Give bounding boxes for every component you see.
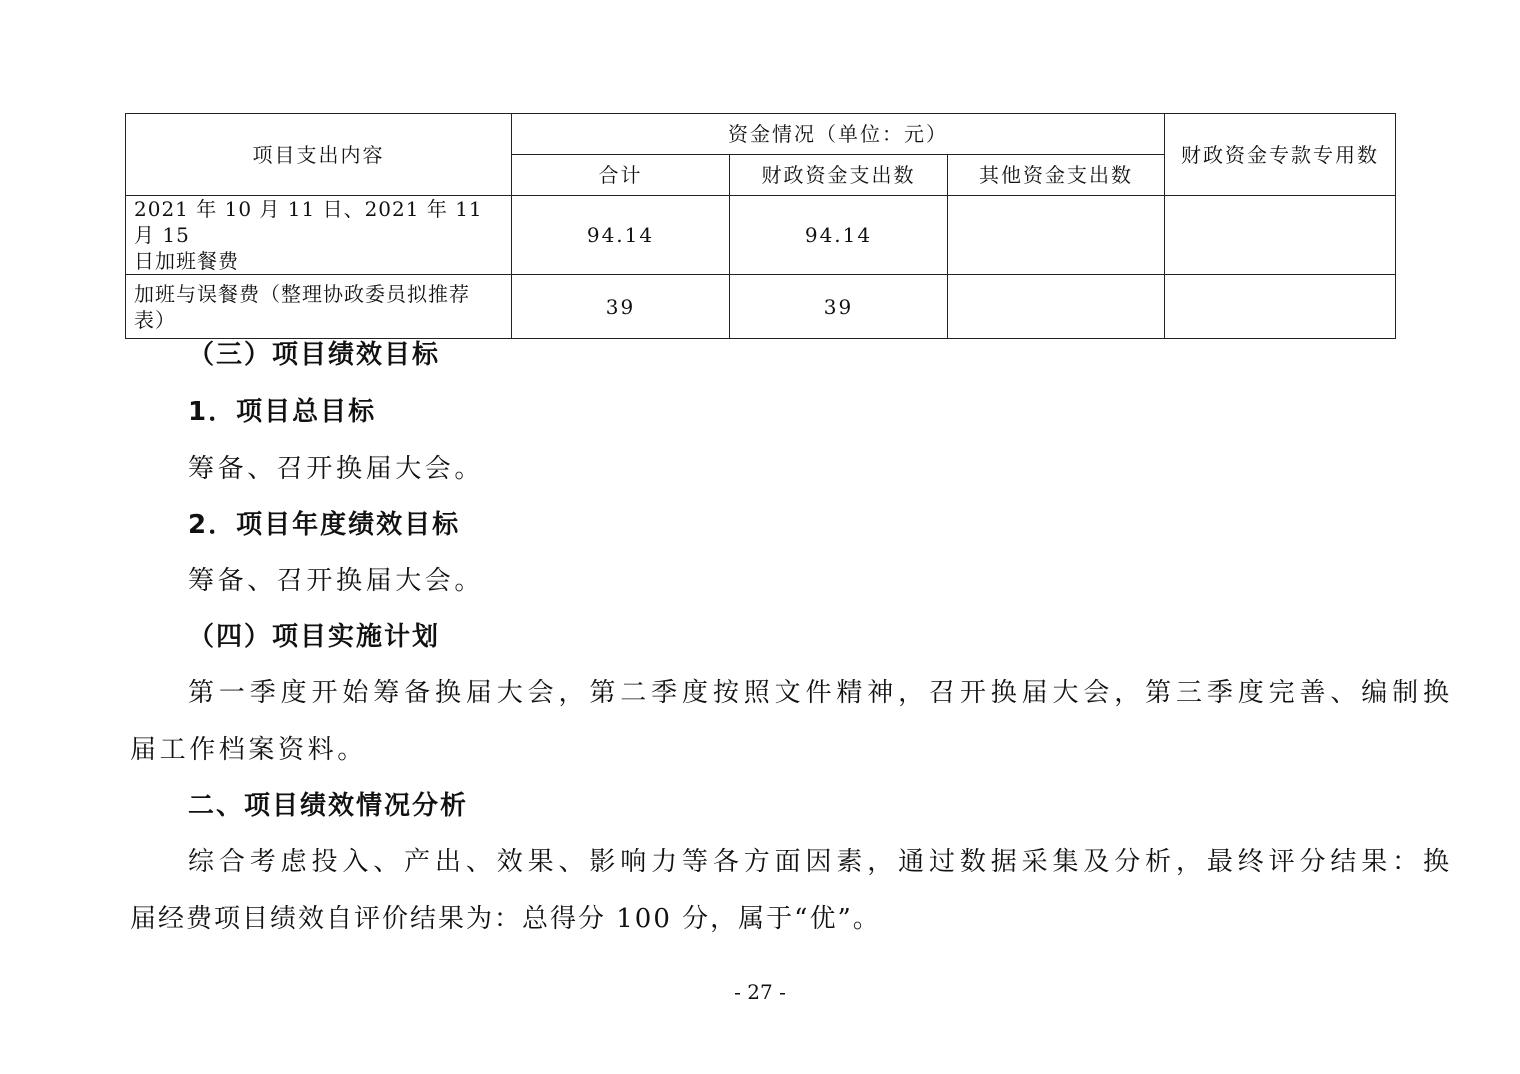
section-heading: （四）项目实施计划 xyxy=(188,622,441,652)
table-header-row xyxy=(126,114,1396,155)
header-item: 项目支出内容 xyxy=(126,114,512,196)
row-item-line: 表） xyxy=(134,307,176,332)
paragraph: 届经费项目绩效自评价结果为：总得分 100 分，属于“优”。 xyxy=(130,904,881,934)
header-other: 其他资金支出数 xyxy=(948,155,1165,196)
funding-table xyxy=(125,113,1396,339)
header-special: 财政资金专款专用数 xyxy=(1165,114,1396,196)
paragraph: 筹备、召开换届大会。 xyxy=(188,454,485,484)
part-heading: 二、项目绩效情况分析 xyxy=(188,791,469,821)
subsection-heading: 1．项目总目标 xyxy=(188,397,377,427)
row-total: 39 xyxy=(512,275,730,339)
table-row xyxy=(126,275,1396,339)
row-total: 94.14 xyxy=(512,196,730,275)
row-item-line: 日加班餐费 xyxy=(134,249,239,273)
paragraph: 届工作档案资料。 xyxy=(130,735,367,765)
row-other xyxy=(948,275,1165,339)
paragraph: 筹备、召开换届大会。 xyxy=(188,566,485,596)
header-total: 合计 xyxy=(512,155,730,196)
row-item-line: 2021 年 10 月 11 日、2021 年 11 月 15 xyxy=(134,197,483,247)
row-item-line: 加班与误餐费（整理协政委员拟推荐 xyxy=(134,281,470,306)
row-fiscal: 39 xyxy=(730,275,948,339)
page-number: - 27 - xyxy=(734,980,786,1004)
row-other xyxy=(948,196,1165,275)
paragraph: 综合考虑投入、产出、效果、影响力等各方面因素，通过数据采集及分析，最终评分结果：换 xyxy=(188,847,1450,877)
header-funds-group: 资金情况（单位：元） xyxy=(512,114,1165,155)
row-fiscal: 94.14 xyxy=(730,196,948,275)
row-special xyxy=(1165,196,1396,275)
row-item xyxy=(126,196,512,275)
header-fiscal: 财政资金支出数 xyxy=(730,155,948,196)
table-row xyxy=(126,196,1396,275)
section-heading: （三）项目绩效目标 xyxy=(188,340,441,370)
paragraph: 第一季度开始筹备换届大会，第二季度按照文件精神，召开换届大会，第三季度完善、编制换 xyxy=(188,678,1450,708)
row-item xyxy=(126,275,512,339)
row-special xyxy=(1165,275,1396,339)
subsection-heading: 2．项目年度绩效目标 xyxy=(188,510,461,540)
